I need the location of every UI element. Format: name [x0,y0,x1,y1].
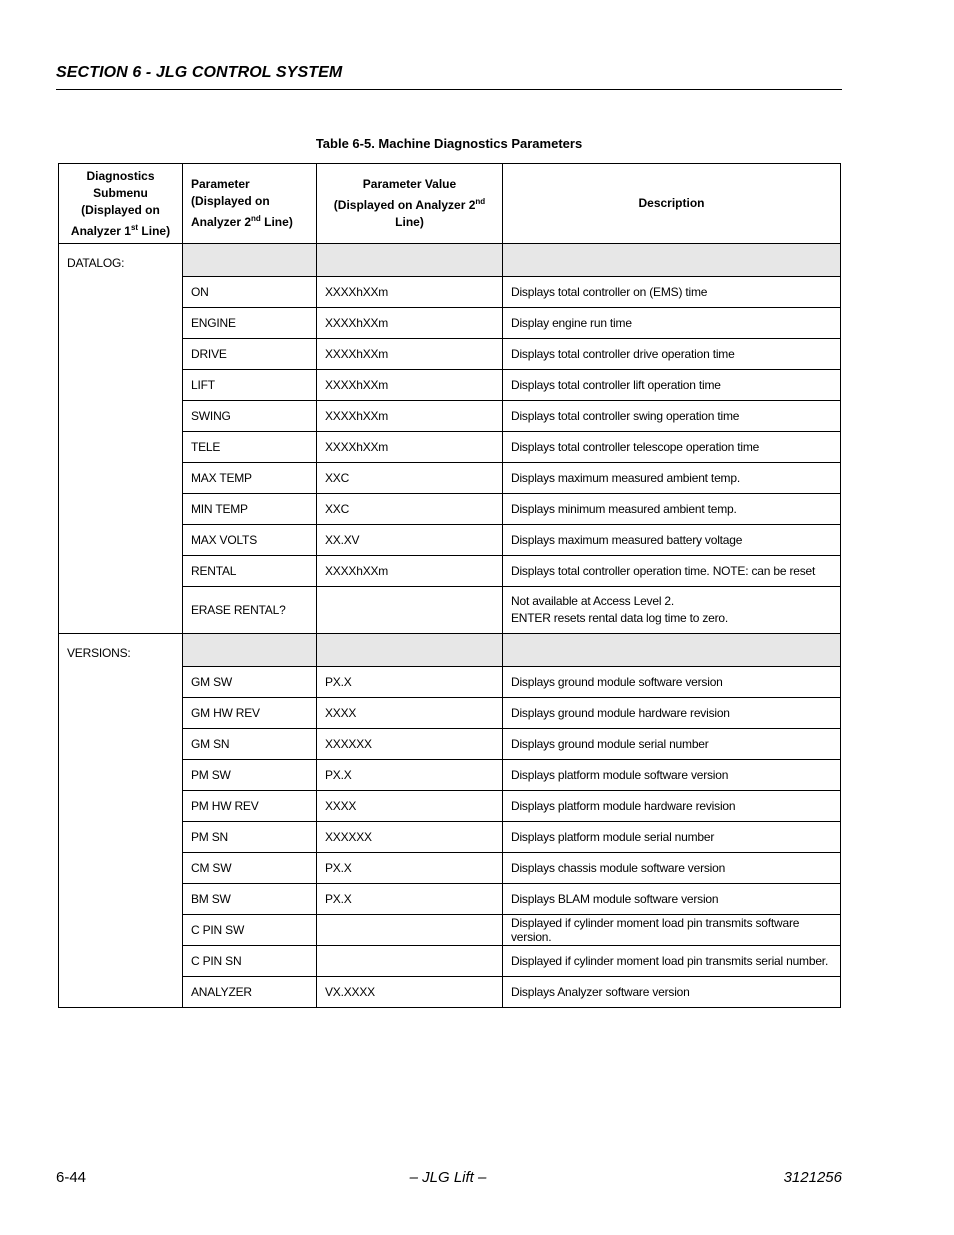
diagnostics-table [58,163,841,1008]
table-row: ANALYZER VX.XXXX Displays Analyzer software version [59,977,841,1008]
table-caption: Table 6-5. Machine Diagnostics Parameters [315,136,583,151]
section-divider [56,89,842,90]
submenu-versions: VERSIONS: [59,634,183,1008]
table-row: ENGINE XXXXhXXm Display engine run time [59,308,841,339]
table-row: MIN TEMP XXC Displays minimum measured ambient temp. [59,494,841,525]
table-row: SWING XXXXhXXm Displays total controller swing operation time [59,401,841,432]
table-row: GM SW PX.X Displays ground module software version [59,667,841,698]
table-row: LIFT XXXXhXXm Displays total controller lift operation time [59,370,841,401]
document-number: 3121256 [783,1169,842,1186]
table-row: PM SN XXXXXX Displays platform module serial number [59,822,841,853]
footer-title: – JLG Lift – [409,1169,487,1186]
table-row-erase-rental: ERASE RENTAL? Not available at Access Level 2. ENTER resets rental data log time to zero. [59,587,841,634]
section-title: SECTION 6 - JLG CONTROL SYSTEM [56,64,343,81]
header-parameter-value: Parameter Value (Displayed on Analyzer 2nd Line) [317,164,503,244]
table-row: GM SN XXXXXX Displays ground module serial number [59,729,841,760]
table-row: MAX VOLTS XX.XV Displays maximum measured battery voltage [59,525,841,556]
table-row: GM HW REV XXXX Displays ground module hardware revision [59,698,841,729]
header-parameter: Parameter (Displayed on Analyzer 2nd Line) [183,164,317,244]
table-row: C PIN SW Displayed if cylinder moment load pin transmits software version. [59,915,841,946]
table-row: C PIN SN Displayed if cylinder moment load pin transmits serial number. [59,946,841,977]
table-header-row [59,164,841,244]
group-row-datalog [59,244,841,277]
header-submenu: Diagnostics Submenu (Displayed on Analyzer 1st Line) [59,164,183,244]
table-row: PM SW PX.X Displays platform module software version [59,760,841,791]
group-row-versions [59,634,841,667]
page-number: 6-44 [56,1169,87,1186]
table-row: BM SW PX.X Displays BLAM module software version [59,884,841,915]
table-row: MAX TEMP XXC Displays maximum measured ambient temp. [59,463,841,494]
table-row: ON XXXXhXXm Displays total controller on (EMS) time [59,277,841,308]
submenu-datalog: DATALOG: [59,244,183,634]
table-row: DRIVE XXXXhXXm Displays total controller drive operation time [59,339,841,370]
table-row: RENTAL XXXXhXXm Displays total controller operation time. NOTE: can be reset [59,556,841,587]
table-row: TELE XXXXhXXm Displays total controller telescope operation time [59,432,841,463]
table-row: CM SW PX.X Displays chassis module software version [59,853,841,884]
header-description: Description [503,164,841,244]
table-row: PM HW REV XXXX Displays platform module hardware revision [59,791,841,822]
